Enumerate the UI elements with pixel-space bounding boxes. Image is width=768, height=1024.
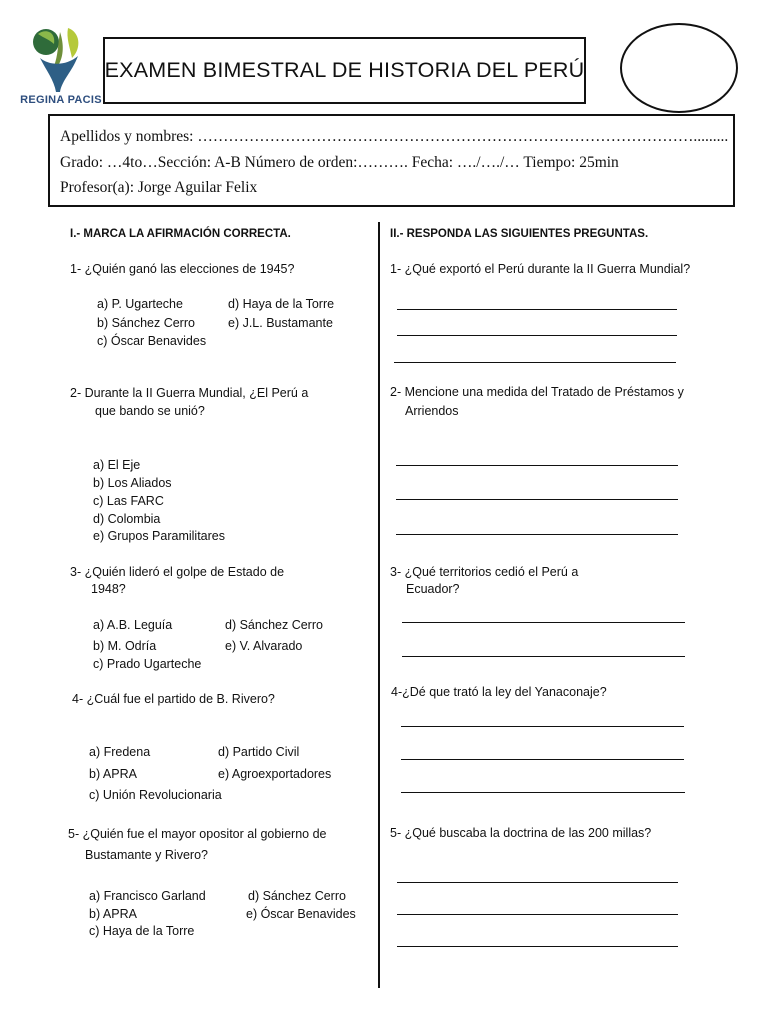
s2-q1-answer-line-3[interactable] — [394, 362, 676, 363]
s1-question-2-cont: que bando se unió? — [95, 404, 205, 418]
s1-question-5-cont: Bustamante y Rivero? — [85, 848, 208, 862]
s2-q4-answer-line-1[interactable] — [401, 726, 684, 727]
column-divider — [378, 222, 380, 988]
s2-q1-answer-line-1[interactable] — [397, 309, 677, 310]
section1-heading: I.- MARCA LA AFIRMACIÓN CORRECTA. — [70, 228, 291, 240]
info-teacher-line: Profesor(a): Jorge Aguilar Felix — [60, 179, 258, 196]
s2-q3-answer-line-1[interactable] — [402, 622, 685, 623]
s1-q4-option-d: d) Partido Civil — [218, 745, 300, 759]
s1-q1-option-b: b) Sánchez Cerro — [97, 316, 195, 330]
s1-q3-option-e: e) V. Alvarado — [225, 639, 303, 653]
s1-q3-option-d: d) Sánchez Cerro — [225, 618, 323, 632]
exam-title: EXAMEN BIMESTRAL DE HISTORIA DEL PERÚ — [104, 58, 585, 82]
logo-text: REGINA PACIS — [20, 94, 102, 106]
s2-q3-answer-line-2[interactable] — [402, 656, 685, 657]
s1-question-1: 1- ¿Quién ganó las elecciones de 1945? — [70, 262, 295, 276]
s2-question-4: 4-¿Dé que trató la ley del Yanaconaje? — [391, 685, 607, 699]
s1-question-4: 4- ¿Cuál fue el partido de B. Rivero? — [72, 692, 275, 706]
s1-q2-option-a: a) El Eje — [93, 458, 141, 472]
s2-q4-answer-line-3[interactable] — [401, 792, 685, 793]
s1-q2-option-d: d) Colombia — [93, 512, 161, 526]
s2-q5-answer-line-3[interactable] — [397, 946, 678, 947]
s1-question-3: 3- ¿Quién lideró el golpe de Estado de — [70, 565, 285, 579]
s2-question-2: 2- Mencione una medida del Tratado de Préstamos y — [390, 385, 684, 399]
s1-q3-option-b: b) M. Odría — [93, 639, 157, 653]
s1-q1-option-d: d) Haya de la Torre — [228, 297, 335, 311]
s1-q5-option-a: a) Francisco Garland — [89, 889, 206, 903]
s1-q5-option-e: e) Óscar Benavides — [246, 907, 356, 921]
s1-q5-option-c: c) Haya de la Torre — [89, 924, 195, 938]
s1-question-3-cont: 1948? — [91, 582, 126, 596]
s1-q5-option-b: b) APRA — [89, 907, 137, 921]
s1-q3-option-c: c) Prado Ugarteche — [93, 657, 202, 671]
s2-question-2-cont: Arriendos — [405, 404, 459, 418]
s2-q4-answer-line-2[interactable] — [401, 759, 684, 760]
s1-q1-option-e: e) J.L. Bustamante — [228, 316, 333, 330]
s2-question-1: 1- ¿Qué exportó el Perú durante la II Guerra Mundial? — [390, 262, 691, 276]
s2-q5-answer-line-1[interactable] — [397, 882, 678, 883]
s2-q2-answer-line-1[interactable] — [396, 465, 678, 466]
info-name-line: Apellidos y nombres: ……………………………………………………………………………………......... — [60, 128, 729, 145]
s2-q5-answer-line-2[interactable] — [397, 914, 678, 915]
logo-emblem-icon — [20, 22, 102, 94]
exam-title-box — [103, 37, 586, 104]
s1-q2-option-b: b) Los Aliados — [93, 476, 172, 490]
school-logo — [20, 22, 102, 112]
s2-q1-answer-line-2[interactable] — [397, 335, 677, 336]
s1-question-5: 5- ¿Quién fue el mayor opositor al gobierno de — [68, 827, 327, 841]
s1-q2-option-e: e) Grupos Paramilitares — [93, 529, 225, 543]
s2-question-5: 5- ¿Qué buscaba la doctrina de las 200 millas? — [390, 826, 652, 840]
s1-q4-option-e: e) Agroexportadores — [218, 767, 332, 781]
s1-q1-option-a: a) P. Ugarteche — [97, 297, 183, 311]
s1-q1-option-c: c) Óscar Benavides — [97, 334, 207, 348]
info-grade-line: Grado: …4to…Sección: A-B Número de orden:………. Fecha: …./…./… Tiempo: 25min — [60, 154, 619, 171]
s1-q2-option-c: c) Las FARC — [93, 494, 164, 508]
s2-q2-answer-line-2[interactable] — [396, 499, 678, 500]
s1-q4-option-b: b) APRA — [89, 767, 137, 781]
student-info-box — [48, 114, 735, 207]
s1-question-2: 2- Durante la II Guerra Mundial, ¿El Perú a — [70, 386, 309, 400]
section2-heading: II.- RESPONDA LAS SIGUIENTES PREGUNTAS. — [390, 228, 649, 240]
s2-q2-answer-line-3[interactable] — [396, 534, 678, 535]
s1-q4-option-c: c) Unión Revolucionaria — [89, 788, 222, 802]
s2-question-3-cont: Ecuador? — [406, 582, 460, 596]
s1-q3-option-a: a) A.B. Leguía — [93, 618, 173, 632]
grade-oval — [620, 23, 738, 113]
s1-q5-option-d: d) Sánchez Cerro — [248, 889, 346, 903]
s2-question-3: 3- ¿Qué territorios cedió el Perú a — [390, 565, 579, 579]
s1-q4-option-a: a) Fredena — [89, 745, 151, 759]
